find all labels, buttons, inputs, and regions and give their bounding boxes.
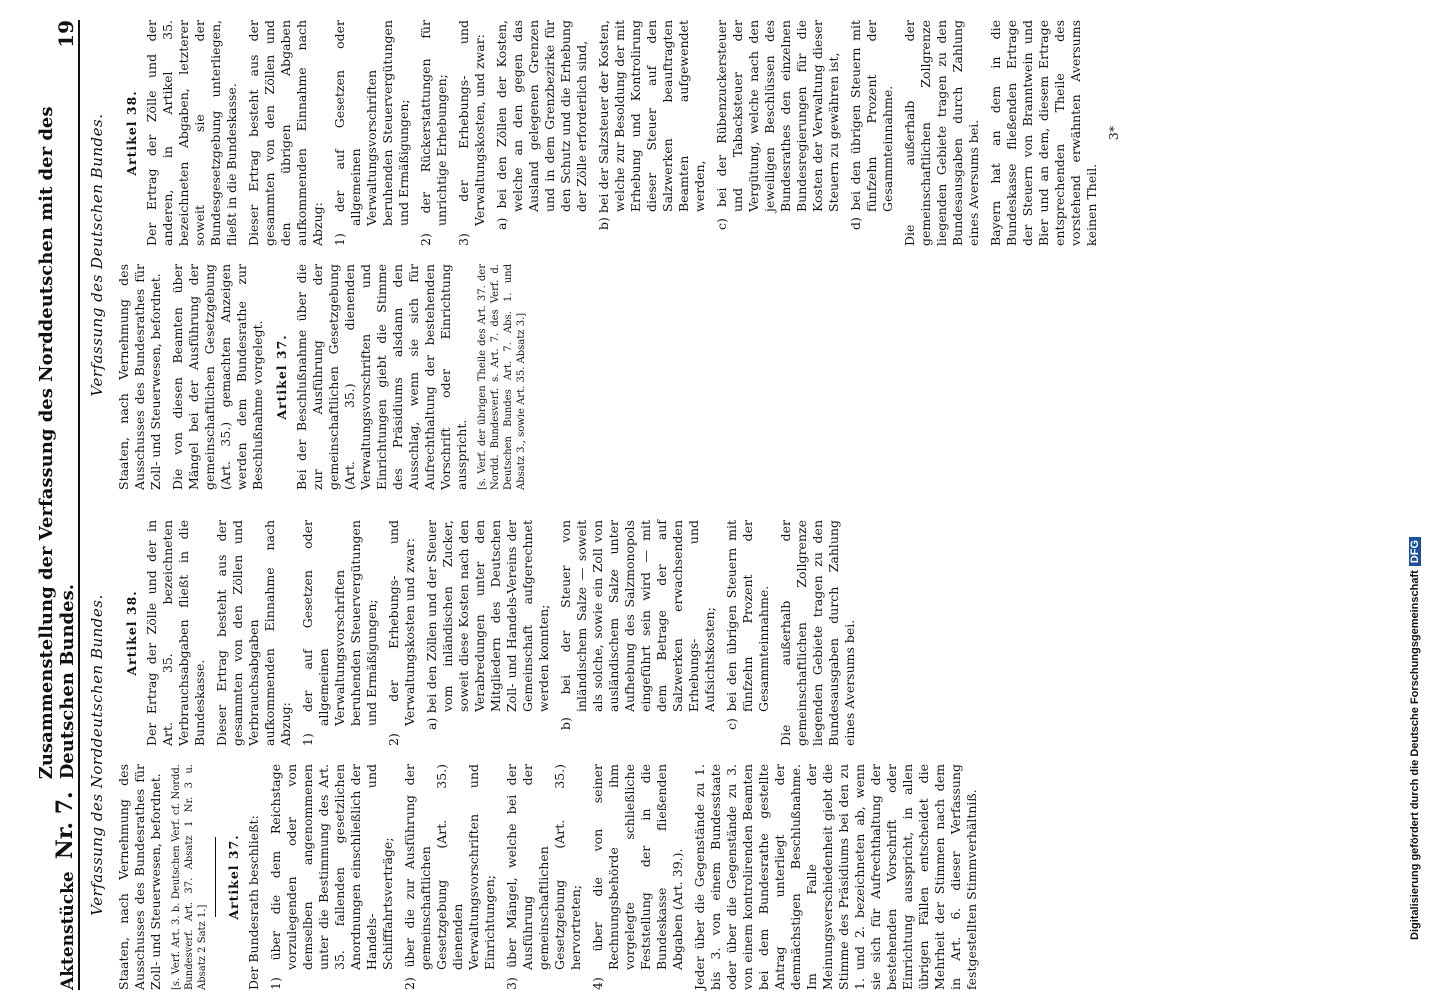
header-left-label: Aktenstücke (58, 871, 78, 990)
list-item: 1) der auf Gesetzen oder allgemeinen Verwaltungsvorschriften beruhenden Steuervergütungen und Ermäßigungen; (332, 20, 411, 246)
paragraph: Bayern hat an dem in die Bundeskasse fließenden Ertrage der Steuern von Branntwein und Bier und an dem, diesem Ertrage entsprechenden Theile des vorstehend erwähnten Aversums keinen Theil. (988, 20, 1099, 246)
left-half-columns (116, 520, 986, 990)
sub-list-item: c) bei den übrigen Steuern mit fünfzehn Prozent der Gesammteinnahme. (724, 520, 771, 730)
header-number: Nr. 7. (52, 791, 78, 860)
paragraph: Der Ertrag der Zölle und der in Art. 35. bezeichneten Verbrauchsabgaben fließt in die Bundeskasse. (144, 520, 207, 746)
digitization-notice-text: Digitalisierung gefördert durch die Deutsche Forschungsgemeinschaft (1409, 570, 1421, 940)
digitization-notice (1409, 40, 1421, 940)
right-half-deutsch (88, 20, 1432, 490)
article-heading: Artikel 37. (274, 334, 289, 420)
left-half-heading: Verfassung des Norddeutschen Bundes. (88, 594, 106, 916)
right-half-heading: Verfassung des Deutschen Bundes. (88, 113, 106, 397)
list-item: 3) über Mängel, welche bei der Ausführung der gemeinschaftlichen Gesetzgebung (Art. 35.) hervortreten; (504, 764, 583, 990)
paragraph: Die außerhalb der gemeinschaftlichen Zollgrenze liegenden Gebiete tragen zu den Bundesausgaben durch Zahlung eines Aversums bei. (902, 20, 981, 246)
list-item: 1) über die dem Reichstage vorzulegenden oder von demselben angenommenen unter die Bestimmung des Art. 35. fallenden gesetzlichen Anordnungen einschließlich der Handels- und Schifffahrtsverträge; (268, 764, 395, 990)
left-half-norddeutsch (88, 520, 1432, 990)
article-heading: Artikel 38. (124, 90, 139, 176)
sub-list-item: c) bei der Rübenzuckersteuer und Tabacksteuer der Vergütung, welche nach den jeweiligen Beschlüssen des Bundesrathes den einzelnen Bundesregierungen für die Kosten der Verwaltung dieser Steuern zu gewähren ist, (714, 20, 841, 230)
right-half-columns (116, 20, 1128, 490)
article-heading: Artikel 38. (124, 590, 139, 676)
sub-list-item: b) bei der Salzsteuer der Kosten, welche zur Besoldung der mit Erhebung und Kontrolirung dieser Steuer auf den Salzwerken beauftragten Beamten aufgewendet werden, (596, 20, 707, 230)
page-header (36, 20, 80, 990)
footnote: [s. Verf. der übrigen Theile des Art. 37. der Nordd. Bundesverf. s. Art. 7. des Verf. d. Deutschen Bundes Art. 7. Abs. 1. und Absatz 3., sowie Art. 35. Absatz 3.] (477, 264, 527, 490)
paragraph: Jeder über die Gegenstände zu 1. bis 3. von einem Bundesstaate oder über die Gegenstände zu 3. von einem kontrolirenden Beamten bei dem Bundesrathe gestellte Antrag unterliegt der demnächstigen Beschlußnahme. Im Falle der Meinungsverschiedenheit giebt die Stimme des Präsidiums bei den zu 1. und 2. bezeichneten ab, wenn sie sich für Aufrechthaltung der bestehenden Vorschrift oder Einrichtung ausspricht, in allen übrigen Fällen entscheidet die Mehrheit der Stimmen nach dem in Art. 6. dieser Verfassung festgestellten Stimmverhältniß. (692, 764, 979, 990)
paragraph: Der Ertrag der Zölle und der anderen, in Artikel 35. bezeichneten Abgaben, letzterer soweit sie der Bundesgesetzgebung unterliegen, fließt in die Bundeskasse. (144, 20, 239, 246)
list-item: 3) der Erhebungs- und Verwaltungskosten, und zwar: (456, 20, 487, 246)
page-number: 19 (54, 20, 78, 48)
paragraph: Bei der Beschlußnahme über die zur Ausführung der gemeinschaftlichen Gesetzgebung (Art. 35.) dienenden Verwaltungsvorschriften und Einrichtungen giebt die Stimme des Präsidiums alsdann den Ausschlag, wenn sie sich für Aufrechthaltung der bestehenden Vorschrift oder Einrichtung ausspricht. (294, 264, 469, 490)
rotated-page-content (36, 20, 1420, 990)
right-column-2 (116, 20, 1128, 246)
list-item: 4) über die von seiner Rechnungsbehörde ihm vorgelegte schließliche Feststellung der in die Bundeskasse fließenden Abgaben (Art. 39.). (590, 764, 685, 990)
header-title: Zusammenstellung der Verfassung des Norddeutschen mit der des Deutschen Bundes. (36, 106, 78, 780)
sub-list-item: d) bei den übrigen Steuern mit fünfzehn Prozent der Gesammteinnahme. (848, 20, 895, 230)
article-heading: Artikel 37. (226, 834, 241, 920)
signature-mark: 3* (1106, 125, 1121, 141)
divider (215, 837, 216, 917)
digitization-sidebar (1405, 40, 1427, 940)
paragraph: Die außerhalb der gemeinschaftlichen Zollgrenze liegenden Gebiete tragen zu den Bundesausgaben durch Zahlung eines Aversums bei. (778, 520, 857, 746)
sub-list-item: b) bei der Steuer von inländischem Salze — soweit als solche, sowie ein Zoll von ausländischem Salze unter Aufhebung des Salzmonopols eingeführt sein wird — mit dem Betrage der auf Salzwerken erwachsenden Erhebungs- und Aufsichtskosten; (558, 520, 717, 730)
paragraph: Die von diesen Beamten über Mängel bei der Ausführung der gemeinschaftlichen Gesetzgebung (Art. 35.) gemachten Anzeigen werden dem Bundesrathe zur Beschlußnahme vorgelegt. (170, 264, 265, 490)
list-item: 1) der auf Gesetzen oder allgemeinen Verwaltungsvorschriften beruhenden Steuervergütungen und Ermäßigungen; (300, 520, 379, 746)
sub-list-item: a) bei den Zöllen und der Steuer vom inländischen Zucker, soweit diese Kosten nach den Verabredungen unter den Mitgliedern des Deutschen Zoll- und Handels-Vereins der Gemeinschaft aufgerechnet werden konnten; (424, 520, 551, 730)
sub-list-item: a) bei den Zöllen der Kosten, welche an den gegen das Ausland gelegenen Grenzen und in dem Grenzbezirke für den Schutz und die Erhebung der Zölle erforderlich sind, (494, 20, 589, 230)
footnote: [s. Verf. Art. 3. b. Deutschen Verf. cf. Nordd. Bundesverf. Art. 37. Absatz 1 Nr. 3 u. Absatz 2 Satz 1.] (171, 764, 208, 990)
paragraph: Staaten, nach Vernehmung des Ausschusses des Bundesrathes für Zoll- und Steuerwesen, befordnet. (116, 764, 163, 990)
paragraph: Staaten, nach Vernehmung des Ausschusses des Bundesrathes für Zoll- und Steuerwesen, befordnet. (116, 264, 163, 490)
list-item: 2) über die zur Ausführung der gemeinschaftlichen Gesetzgebung (Art. 35.) dienenden Verwaltungsvorschriften und Einrichtungen; (402, 764, 497, 990)
paragraph: Der Bundesrath beschließt: (246, 815, 261, 990)
left-column-2 (116, 520, 986, 746)
paragraph: Dieser Ertrag besteht aus der gesammten von den Zöllen und den übrigen Abgaben aufkommenden Einnahme nach Abzug: (246, 20, 325, 246)
paragraph: Dieser Ertrag besteht aus der gesammten von den Zöllen und Verbrauchsabgaben aufkommenden Einnahme nach Abzug: (214, 520, 293, 746)
dfg-logo: DFG (1409, 537, 1421, 566)
right-column-1 (116, 264, 1128, 490)
list-item: 2) der Rückerstattungen für unrichtige Erhebungen; (418, 20, 449, 246)
list-item: 2) der Erhebungs- und Verwaltungskosten und zwar: (386, 520, 417, 746)
left-column-1 (116, 764, 986, 990)
